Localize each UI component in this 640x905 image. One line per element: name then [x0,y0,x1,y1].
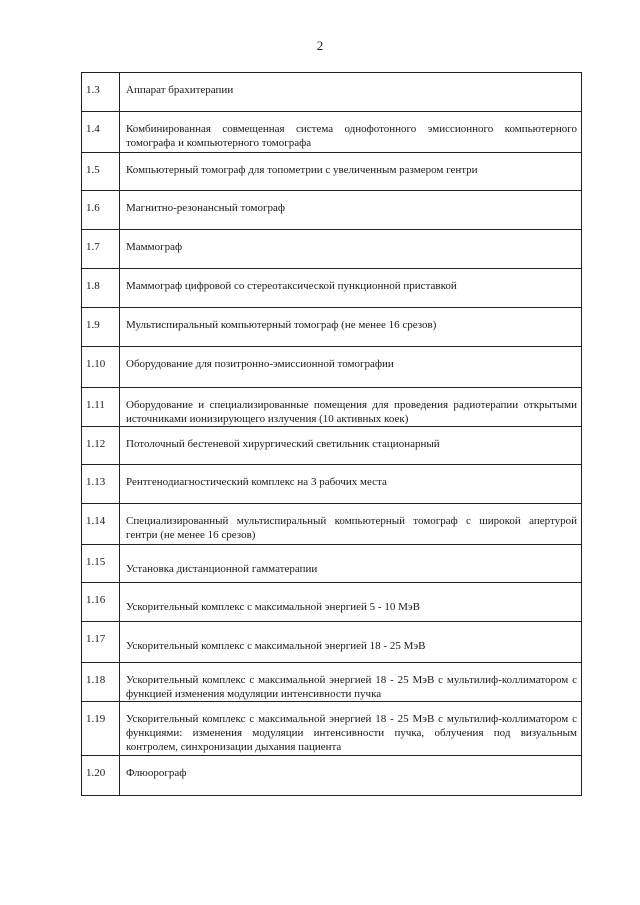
table-row [82,427,582,465]
table-row [82,191,582,230]
row-number: 1.11 [82,388,120,427]
table-row [82,545,582,583]
row-number: 1.13 [82,465,120,504]
table-row [82,112,582,153]
row-number: 1.4 [82,112,120,153]
row-number: 1.16 [82,583,120,622]
table-row [82,663,582,702]
page-number: 2 [316,38,324,53]
row-number: 1.7 [82,230,120,269]
row-number: 1.17 [82,622,120,663]
row-description: Ускорительный комплекс с максимальной энергией 18 - 25 МэВ [120,622,582,663]
row-number: 1.6 [82,191,120,230]
row-description: Ускорительный комплекс с максимальной энергией 5 - 10 МэВ [120,583,582,622]
table-row [82,308,582,347]
row-number: 1.18 [82,663,120,702]
row-description: Ускорительный комплекс с максимальной энергией 18 - 25 МэВ с мультилиф-коллиматором с функциями: изменения модуляции интенсивности пучка, облучения под визуальным контролем, синхронизации дыхания пациента [120,702,582,756]
table-row [82,347,582,388]
row-description: Установка дистанционной гамматерапии [120,545,582,583]
row-number: 1.5 [82,153,120,191]
row-description: Потолочный бестеневой хирургический светильник стационарный [120,427,582,465]
row-number: 1.20 [82,756,120,796]
row-description: Рентгенодиагностический комплекс на 3 рабочих места [120,465,582,504]
row-description: Компьютерный томограф для топометрии с увеличенным размером гентри [120,153,582,191]
row-description: Аппарат брахитерапии [120,73,582,112]
row-number: 1.12 [82,427,120,465]
row-number: 1.19 [82,702,120,756]
table-row [82,153,582,191]
row-description: Оборудование и специализированные помещения для проведения радиотерапии открытыми источниками ионизирующего излучения (10 активных коек) [120,388,582,427]
row-description: Оборудование для позитронно-эмиссионной томографии [120,347,582,388]
table-row [82,622,582,663]
table-row [82,465,582,504]
row-description: Маммограф [120,230,582,269]
row-description: Комбинированная совмещенная система однофотонного эмиссионного компьютерного томографа и компьютерного томографа [120,112,582,153]
row-number: 1.10 [82,347,120,388]
table-row [82,269,582,308]
row-number: 1.8 [82,269,120,308]
row-number: 1.9 [82,308,120,347]
row-description: Магнитно-резонансный томограф [120,191,582,230]
row-description: Ускорительный комплекс с максимальной энергией 18 - 25 МэВ с мультилиф-коллиматором с функцией изменения модуляции интенсивности пучка [120,663,582,702]
table-row [82,702,582,756]
table-row [82,230,582,269]
table-row [82,73,582,112]
row-number: 1.15 [82,545,120,583]
row-description: Мультиспиральный компьютерный томограф (не менее 16 срезов) [120,308,582,347]
table-row [82,504,582,545]
table-row [82,388,582,427]
table-row [82,583,582,622]
row-description: Маммограф цифровой со стереотаксической пункционной приставкой [120,269,582,308]
row-description: Флюорограф [120,756,582,796]
row-number: 1.3 [82,73,120,112]
row-number: 1.14 [82,504,120,545]
row-description: Специализированный мультиспиральный компьютерный томограф с широкой апертурой гентри (не менее 16 срезов) [120,504,582,545]
equipment-table [81,72,582,796]
table-row [82,756,582,796]
